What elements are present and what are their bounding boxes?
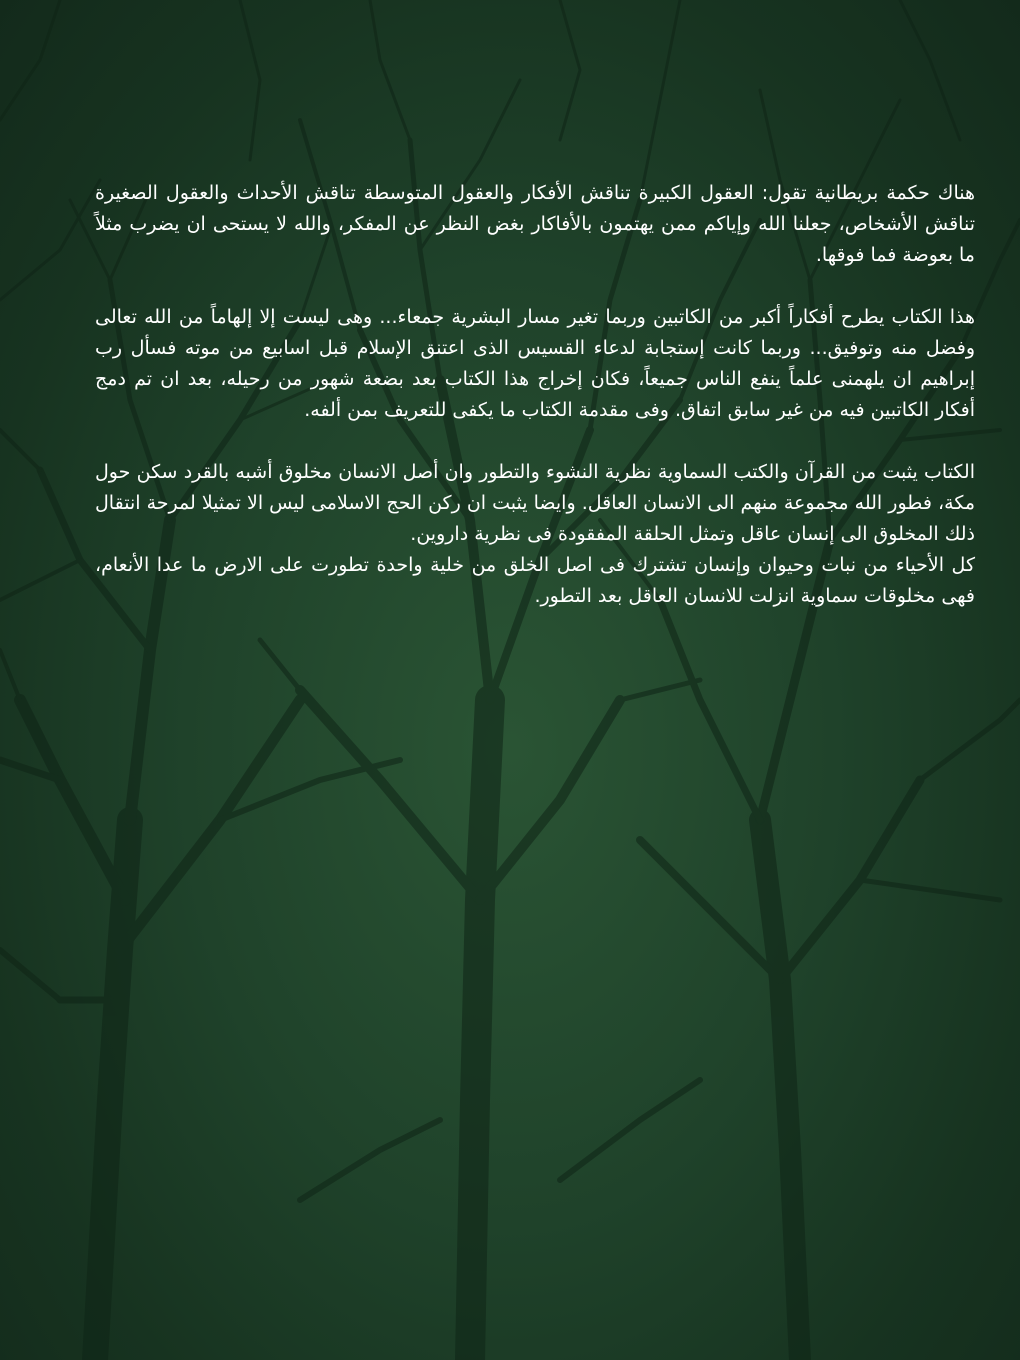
body-text (95, 178, 975, 612)
paragraph-british-wisdom: هناك حكمة بريطانية تقول: العقول الكبيرة تناقش الأفكار والعقول المتوسطة تناقش الأحداث والعقول الصغيرة تناقش الأشخاص، جعلنا الله وإياكم ممن يهتمون بالأفاكار بغض النظر عن المفكر، والله لا يستحى ان يضرب مثلاً ما بعوضة فما فوقها. (95, 182, 975, 266)
paragraph-spacer (95, 426, 975, 457)
paragraph-common-origin: كل الأحياء من نبات وحيوان وإنسان تشترك فى اصل الخلق من خلية واحدة تطورت على الارض ما عدا الأنعام، فهى مخلوقات سماوية انزلت للانسان العاقل بعد التطور. (95, 554, 975, 607)
paragraph-spacer (95, 271, 975, 302)
paragraph-book-ideas: هذا الكتاب يطرح أفكاراً أكبر من الكاتبين وربما تغير مسار البشرية جمعاء... وهى ليست إلا إلهاماً من الله تعالى وفضل منه وتوفيق... وربما كانت إستجابة لدعاء القسيس الذى اعتنق الإسلام قبل اسابيع من موته فسأل رب إبراهيم ان يلهمنى علماً ينفع الناس جميعاً، فكان إخراج هذا الكتاب بعد بضعة شهور من رحيله، بعد ان تم دمج أفكار الكاتبين فيه من غير سابق اتفاق. وفى مقدمة الكتاب ما يكفى للتعريف بمن ألفه. (95, 306, 975, 421)
paragraph-evolution-thesis: الكتاب يثبت من القرآن والكتب السماوية نظرية النشوء والتطور وان أصل الانسان مخلوق أشبه بالقرد سكن حول مكة، فطور الله مجموعة منهم الى الانسان العاقل. وايضا يثبت ان ركن الحج الاسلامى ليس الا تمثيلا لمرحة انتقال ذلك المخلوق الى إنسان عاقل وتمثل الحلقة المفقودة فى نظرية داروين. (95, 461, 975, 545)
